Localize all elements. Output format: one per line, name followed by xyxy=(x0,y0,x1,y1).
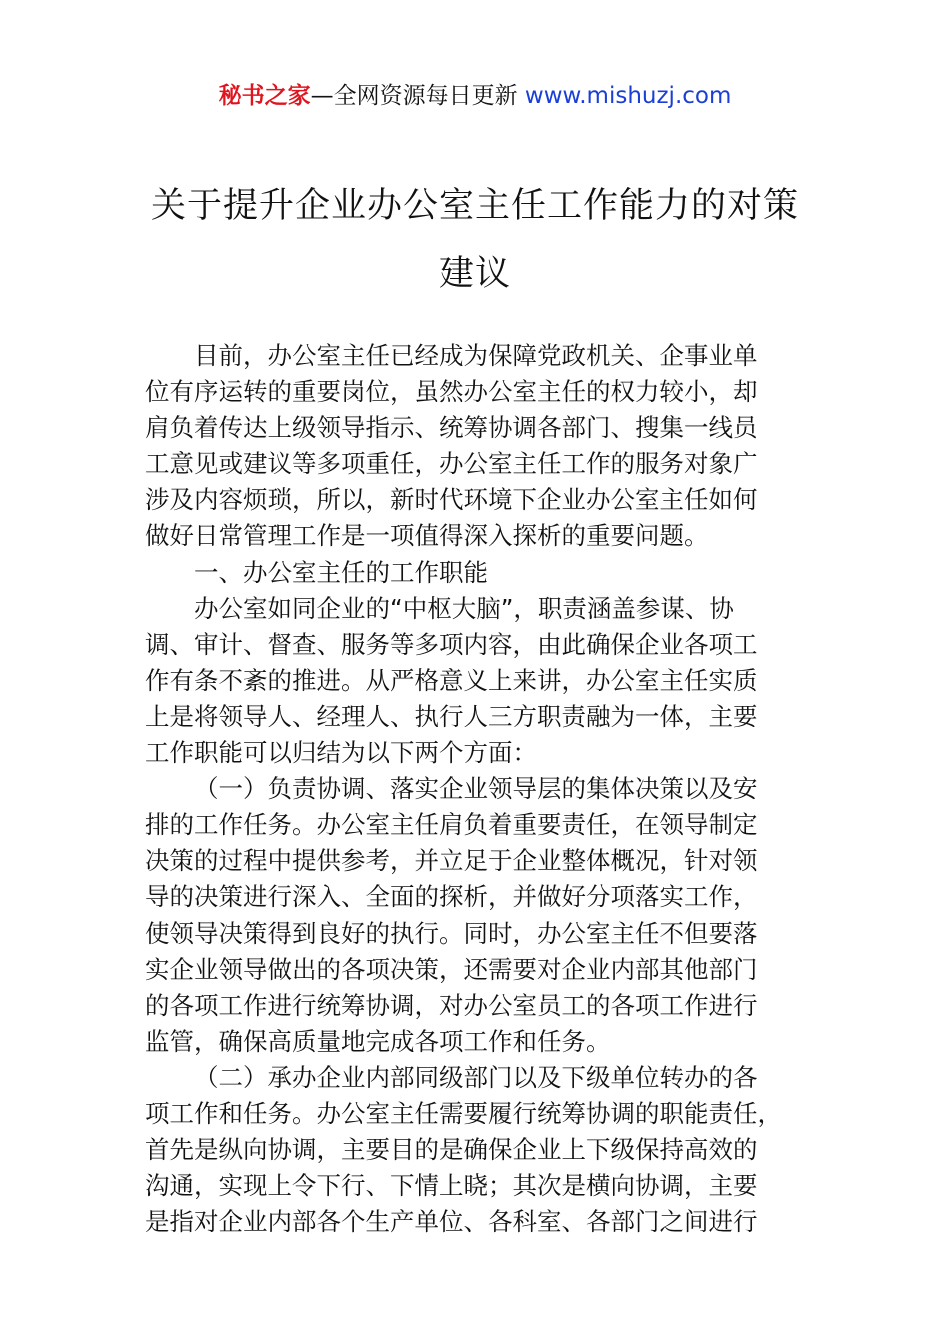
section-heading: 一、办公室主任的工作职能 xyxy=(194,557,488,587)
paragraph-line: 位有序运转的重要岗位，虽然办公室主任的权力较小，却 xyxy=(145,377,758,407)
title-line: 建议 xyxy=(438,254,511,294)
paragraph-line: 办公室如同企业的“中枢大脑”，职责涵盖参谋、协 xyxy=(194,593,734,623)
paragraph-line: （一）负责协调、落实企业领导层的集体决策以及安 xyxy=(194,774,758,804)
paragraph-line: 首先是纵向协调，主要目的是确保企业上下级保持高效的 xyxy=(145,1135,758,1165)
paragraph-line: 肩负着传达上级领导指示、统筹协调各部门、搜集一线员 xyxy=(145,413,758,443)
paragraph-line: 工意见或建议等多项重任，办公室主任工作的服务对象广 xyxy=(145,449,758,479)
paragraph-line: 调、审计、督查、服务等多项内容，由此确保企业各项工 xyxy=(145,629,758,659)
paragraph-line: 做好日常管理工作是一项值得深入探析的重要问题。 xyxy=(145,521,709,551)
site-header xyxy=(0,80,950,112)
document-body xyxy=(145,338,810,1240)
paragraph-line: 上是将领导人、经理人、执行人三方职责融为一体，主要 xyxy=(145,701,758,731)
paragraph-line: 的各项工作进行统筹协调，对办公室员工的各项工作进行 xyxy=(145,990,758,1020)
site-tagline: —全网资源每日更新 xyxy=(310,83,525,109)
paragraph-line: 决策的过程中提供参考，并立足于企业整体概况，针对领 xyxy=(145,846,758,876)
paragraph-line: 涉及内容烦琐，所以，新时代环境下企业办公室主任如何 xyxy=(145,485,758,515)
paragraph-line: 排的工作任务。办公室主任肩负着重要责任，在领导制定 xyxy=(145,810,758,840)
site-url-link[interactable]: www.mishuzj.com xyxy=(524,83,732,109)
paragraph-line: 使领导决策得到良好的执行。同时，办公室主任不但要落 xyxy=(145,918,758,948)
paragraph-line: 工作职能可以归结为以下两个方面： xyxy=(145,738,537,768)
paragraph-line: 作有条不紊的推进。从严格意义上来讲，办公室主任实质 xyxy=(145,665,758,695)
document-title xyxy=(120,172,830,308)
paragraph-line: 监管，确保高质量地完成各项工作和任务。 xyxy=(145,1026,611,1056)
paragraph-line: （二）承办企业内部同级部门以及下级单位转办的各 xyxy=(194,1062,758,1092)
site-brand: 秘书之家 xyxy=(218,83,311,109)
paragraph-line: 项工作和任务。办公室主任需要履行统筹协调的职能责任， xyxy=(145,1098,782,1128)
paragraph-line: 目前，办公室主任已经成为保障党政机关、企事业单 xyxy=(194,341,758,370)
title-line: 关于提升企业办公室主任工作能力的对策 xyxy=(150,186,799,226)
paragraph-line: 实企业领导做出的各项决策，还需要对企业内部其他部门 xyxy=(145,954,758,984)
paragraph-line: 是指对企业内部各个生产单位、各科室、各部门之间进行 xyxy=(145,1207,758,1237)
paragraph-line: 沟通，实现上令下行、下情上晓；其次是横向协调，主要 xyxy=(145,1171,758,1201)
paragraph-line: 导的决策进行深入、全面的探析，并做好分项落实工作， xyxy=(145,882,758,912)
